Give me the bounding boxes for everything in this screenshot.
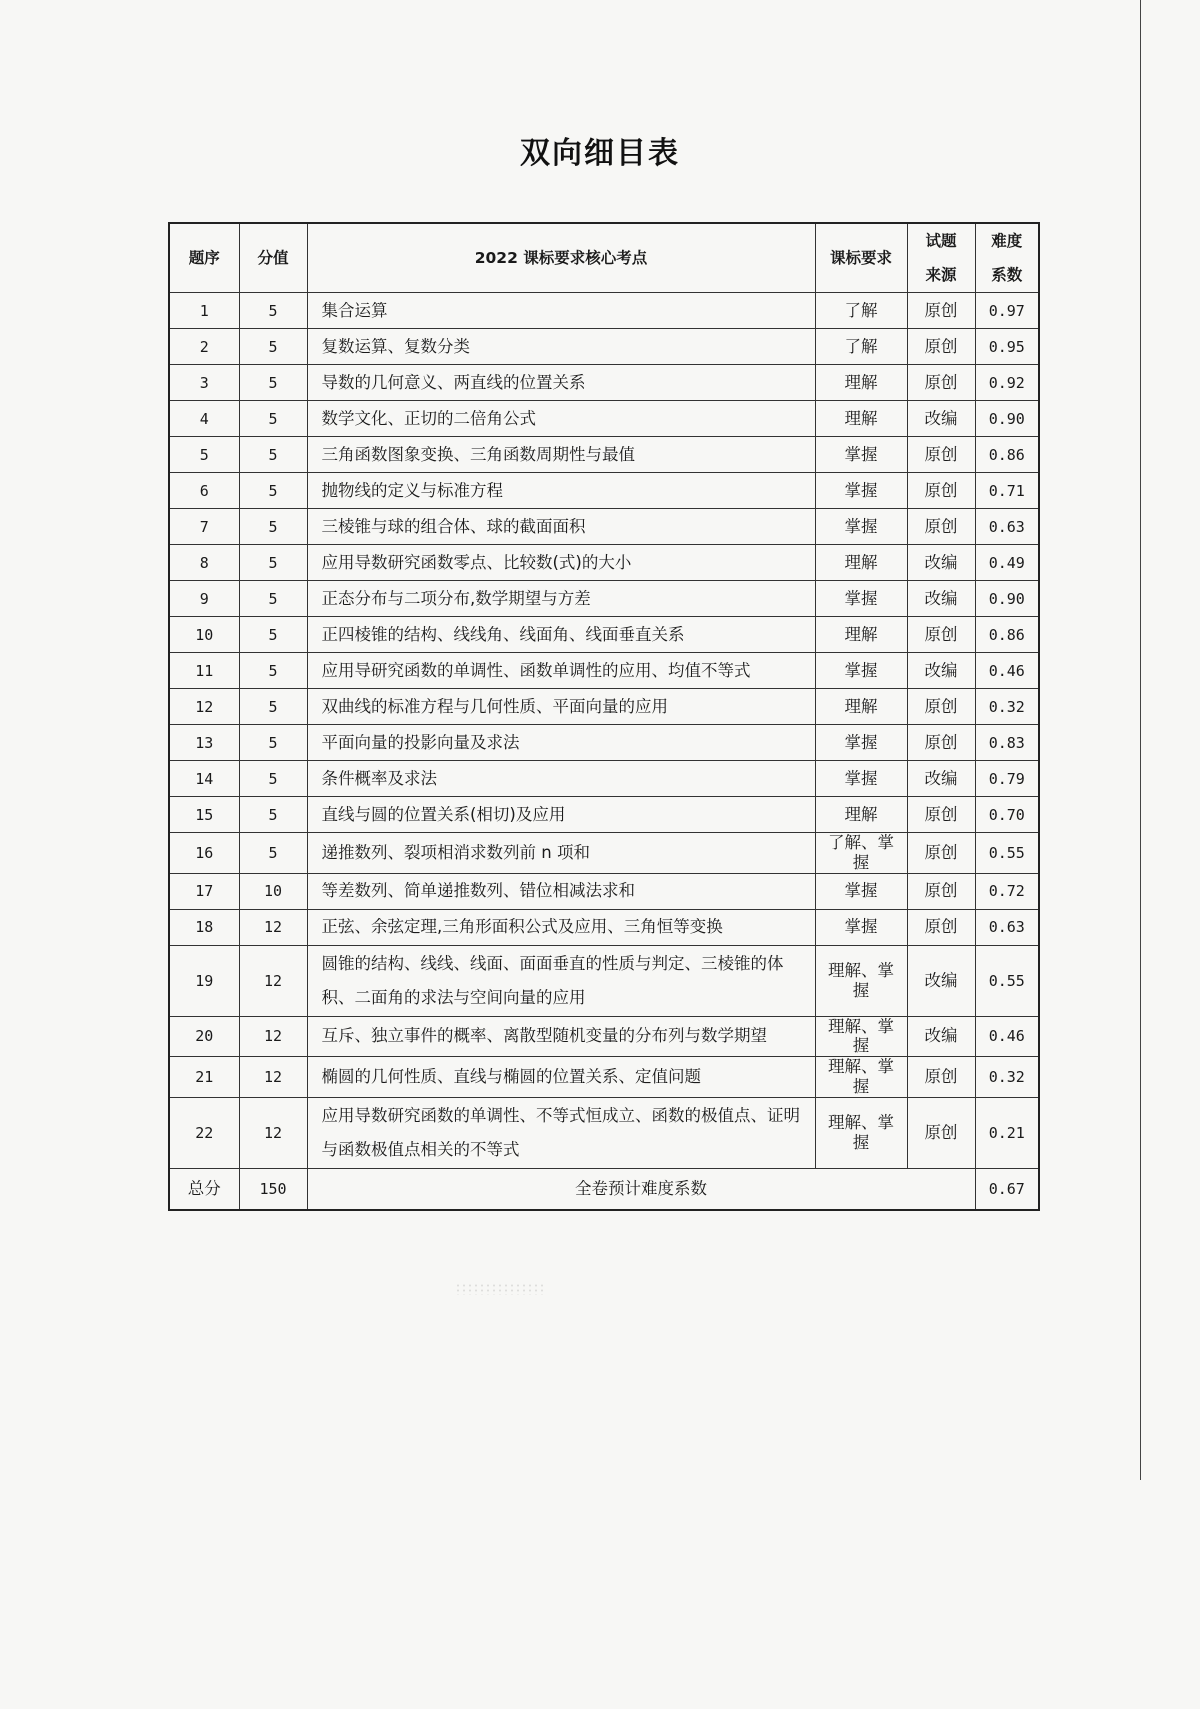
total-label: 总分 [169,1168,239,1210]
source-cell: 改编 [907,581,975,617]
difficulty-cell: 0.71 [975,473,1039,509]
topic-cell: 集合运算 [307,293,815,329]
question-number-cell: 17 [169,873,239,909]
difficulty-cell: 0.32 [975,689,1039,725]
difficulty-cell: 0.86 [975,437,1039,473]
topic-cell: 递推数列、裂项相消求数列前 n 项和 [307,833,815,874]
score-cell: 5 [239,617,307,653]
page-edge-line [1140,0,1141,1480]
question-number-cell: 10 [169,617,239,653]
score-cell: 5 [239,653,307,689]
difficulty-cell: 0.21 [975,1097,1039,1168]
score-cell: 5 [239,293,307,329]
score-cell: 12 [239,909,307,945]
requirement-cell: 掌握 [815,473,907,509]
requirement-cell: 理解 [815,365,907,401]
table-row [169,1016,1039,1057]
requirement-cell: 了解 [815,293,907,329]
table-container [168,222,1038,1211]
header-requirement: 课标要求 [815,223,907,293]
header-no: 题序 [169,223,239,293]
topic-cell: 三角函数图象变换、三角函数周期性与最值 [307,437,815,473]
source-cell: 原创 [907,437,975,473]
topic-cell: 导数的几何意义、两直线的位置关系 [307,365,815,401]
table-row [169,293,1039,329]
requirement-cell: 理解 [815,689,907,725]
table-header-row [169,223,1039,293]
requirement-cell: 掌握 [815,761,907,797]
overall-difficulty-label: 全卷预计难度系数 [307,1168,975,1210]
total-score: 150 [239,1168,307,1210]
header-source-line2: 来源 [925,266,957,284]
requirement-cell: 理解 [815,401,907,437]
difficulty-cell: 0.49 [975,545,1039,581]
header-difficulty-line2: 系数 [991,266,1023,284]
question-number-cell: 7 [169,509,239,545]
question-number-cell: 6 [169,473,239,509]
topic-cell: 正四棱锥的结构、线线角、线面角、线面垂直关系 [307,617,815,653]
score-cell: 12 [239,1016,307,1057]
topic-cell: 数学文化、正切的二倍角公式 [307,401,815,437]
source-cell: 原创 [907,365,975,401]
table-row [169,833,1039,874]
question-number-cell: 15 [169,797,239,833]
score-cell: 5 [239,473,307,509]
difficulty-cell: 0.95 [975,329,1039,365]
topic-cell: 互斥、独立事件的概率、离散型随机变量的分布列与数学期望 [307,1016,815,1057]
table-row [169,725,1039,761]
topic-cell: 条件概率及求法 [307,761,815,797]
source-cell: 原创 [907,797,975,833]
difficulty-cell: 0.92 [975,365,1039,401]
difficulty-cell: 0.83 [975,725,1039,761]
score-cell: 12 [239,1057,307,1098]
table-body [169,293,1039,1169]
table-row [169,653,1039,689]
question-number-cell: 8 [169,545,239,581]
overall-difficulty-value: 0.67 [975,1168,1039,1210]
source-cell: 原创 [907,833,975,874]
difficulty-cell: 0.70 [975,797,1039,833]
requirement-cell: 理解、掌握 [815,1016,907,1057]
table-row [169,689,1039,725]
topic-cell: 圆锥的结构、线线、线面、面面垂直的性质与判定、三棱锥的体积、二面角的求法与空间向量的应用 [307,945,815,1016]
table-row [169,1057,1039,1098]
header-topic: 2022 课标要求核心考点 [307,223,815,293]
difficulty-cell: 0.72 [975,873,1039,909]
table-row [169,945,1039,1016]
score-cell: 12 [239,945,307,1016]
requirement-cell: 掌握 [815,437,907,473]
requirement-cell: 了解 [815,329,907,365]
header-source-text [914,224,969,292]
source-cell: 改编 [907,401,975,437]
question-number-cell: 20 [169,1016,239,1057]
score-cell: 5 [239,725,307,761]
topic-cell: 正弦、余弦定理,三角形面积公式及应用、三角恒等变换 [307,909,815,945]
difficulty-cell: 0.55 [975,833,1039,874]
question-number-cell: 18 [169,909,239,945]
table-row [169,437,1039,473]
table-row [169,545,1039,581]
source-cell: 原创 [907,873,975,909]
table-row [169,473,1039,509]
header-difficulty-text [982,224,1033,292]
source-cell: 原创 [907,293,975,329]
topic-cell: 应用导数研究函数的单调性、不等式恒成立、函数的极值点、证明与函数极值点相关的不等式 [307,1097,815,1168]
question-number-cell: 1 [169,293,239,329]
requirement-cell: 掌握 [815,909,907,945]
topic-cell: 正态分布与二项分布,数学期望与方差 [307,581,815,617]
requirement-cell: 理解 [815,545,907,581]
requirement-cell: 理解 [815,797,907,833]
topic-cell: 双曲线的标准方程与几何性质、平面向量的应用 [307,689,815,725]
source-cell: 改编 [907,653,975,689]
specification-table [168,222,1040,1211]
topic-cell: 三棱锥与球的组合体、球的截面面积 [307,509,815,545]
question-number-cell: 4 [169,401,239,437]
source-cell: 原创 [907,1097,975,1168]
question-number-cell: 9 [169,581,239,617]
question-number-cell: 11 [169,653,239,689]
header-source [907,223,975,293]
topic-cell: 平面向量的投影向量及求法 [307,725,815,761]
scan-noise [455,1283,545,1295]
table-row [169,873,1039,909]
source-cell: 原创 [907,473,975,509]
source-cell: 原创 [907,725,975,761]
difficulty-cell: 0.79 [975,761,1039,797]
header-difficulty [975,223,1039,293]
question-number-cell: 5 [169,437,239,473]
score-cell: 5 [239,437,307,473]
difficulty-cell: 0.63 [975,909,1039,945]
page-title: 双向细目表 [520,136,680,171]
source-cell: 改编 [907,545,975,581]
score-cell: 5 [239,365,307,401]
difficulty-cell: 0.46 [975,653,1039,689]
difficulty-cell: 0.97 [975,293,1039,329]
question-number-cell: 12 [169,689,239,725]
score-cell: 5 [239,797,307,833]
difficulty-cell: 0.90 [975,581,1039,617]
difficulty-cell: 0.32 [975,1057,1039,1098]
difficulty-cell: 0.63 [975,509,1039,545]
table-row [169,797,1039,833]
source-cell: 改编 [907,761,975,797]
score-cell: 5 [239,545,307,581]
table-row [169,909,1039,945]
source-cell: 原创 [907,689,975,725]
score-cell: 5 [239,329,307,365]
topic-cell: 复数运算、复数分类 [307,329,815,365]
requirement-cell: 了解、掌握 [815,833,907,874]
question-number-cell: 14 [169,761,239,797]
header-score: 分值 [239,223,307,293]
requirement-cell: 理解 [815,617,907,653]
source-cell: 原创 [907,509,975,545]
difficulty-cell: 0.86 [975,617,1039,653]
topic-cell: 直线与圆的位置关系(相切)及应用 [307,797,815,833]
source-cell: 原创 [907,329,975,365]
question-number-cell: 21 [169,1057,239,1098]
source-cell: 原创 [907,617,975,653]
difficulty-cell: 0.90 [975,401,1039,437]
requirement-cell: 掌握 [815,581,907,617]
score-cell: 5 [239,509,307,545]
topic-cell: 应用导数研究函数零点、比较数(式)的大小 [307,545,815,581]
difficulty-cell: 0.46 [975,1016,1039,1057]
source-cell: 原创 [907,1057,975,1098]
requirement-cell: 理解、掌握 [815,945,907,1016]
difficulty-cell: 0.55 [975,945,1039,1016]
table-row [169,329,1039,365]
score-cell: 10 [239,873,307,909]
table-footer-row [169,1168,1039,1210]
question-number-cell: 16 [169,833,239,874]
score-cell: 5 [239,833,307,874]
topic-cell: 抛物线的定义与标准方程 [307,473,815,509]
requirement-cell: 掌握 [815,725,907,761]
requirement-cell: 掌握 [815,509,907,545]
requirement-cell: 理解、掌握 [815,1097,907,1168]
question-number-cell: 22 [169,1097,239,1168]
score-cell: 5 [239,761,307,797]
score-cell: 5 [239,689,307,725]
table-row [169,581,1039,617]
question-number-cell: 19 [169,945,239,1016]
topic-cell: 椭圆的几何性质、直线与椭圆的位置关系、定值问题 [307,1057,815,1098]
source-cell: 改编 [907,945,975,1016]
topic-cell: 应用导研究函数的单调性、函数单调性的应用、均值不等式 [307,653,815,689]
table-row [169,1097,1039,1168]
topic-cell: 等差数列、简单递推数列、错位相减法求和 [307,873,815,909]
score-cell: 5 [239,401,307,437]
requirement-cell: 理解、掌握 [815,1057,907,1098]
requirement-cell: 掌握 [815,653,907,689]
header-source-line1: 试题 [925,232,957,250]
question-number-cell: 3 [169,365,239,401]
source-cell: 原创 [907,909,975,945]
table-row [169,401,1039,437]
table-row [169,761,1039,797]
question-number-cell: 13 [169,725,239,761]
source-cell: 改编 [907,1016,975,1057]
score-cell: 12 [239,1097,307,1168]
table-row [169,365,1039,401]
score-cell: 5 [239,581,307,617]
header-difficulty-line1: 难度 [991,232,1023,250]
table-row [169,509,1039,545]
requirement-cell: 掌握 [815,873,907,909]
question-number-cell: 2 [169,329,239,365]
table-row [169,617,1039,653]
